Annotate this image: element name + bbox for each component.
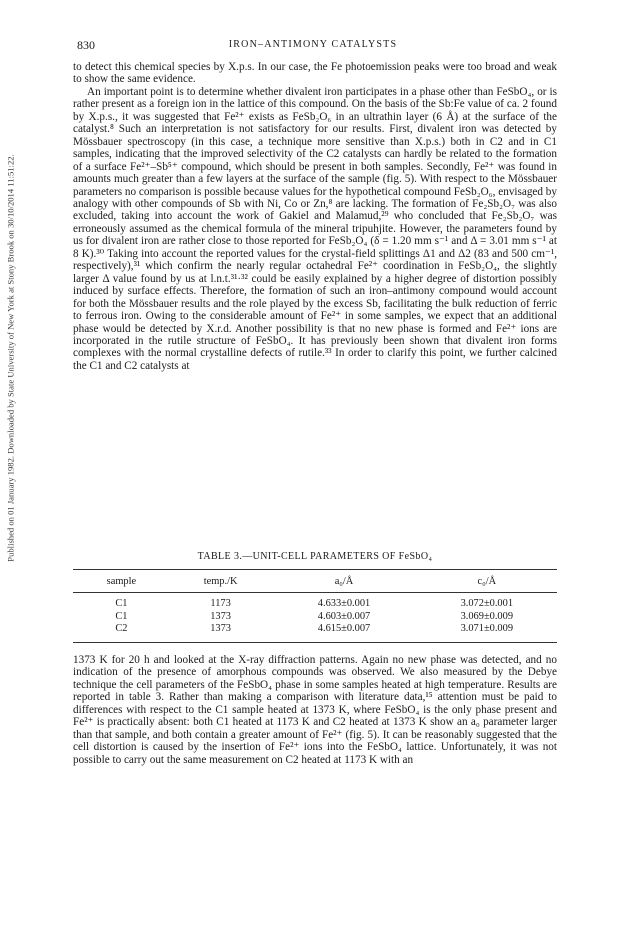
table-row	[73, 593, 557, 611]
column-header-sample: sample	[106, 576, 137, 587]
table-cell: 1373	[210, 610, 231, 622]
column-header-a0: a₀/Å	[334, 576, 354, 587]
table-cell: C1	[115, 598, 128, 609]
table-cell: 4.615±0.007	[317, 623, 371, 635]
table-cell: 4.633±0.001	[317, 598, 371, 609]
download-watermark	[3, 78, 19, 638]
page-number: 830	[77, 38, 95, 52]
table-cell: 3.071±0.009	[460, 623, 514, 635]
paragraph: to detect this chemical species by X.p.s. In our case, the Fe photoemission peaks were too broad and weak to show the same evidence.	[73, 61, 557, 86]
table-cell: C1	[115, 610, 128, 622]
paragraph: An important point is to determine whether divalent iron participates in a phase other than FeSbO₄, or is rather present as a foreign ion in the lattice of this compound. On the basis of the Sb:Fe value of ca. 2 found by X.p.s., it was suggested that Fe²⁺ exists as FeSb₂O₆ in an ultrathin layer (6 Å) at the surface of the catalyst.⁸ Such an interpretation is not satisfactory for our results. First, divalent iron was detected by Mössbauer spectroscopy (in this case, a technique more sensitive than X.p.s.) both in C2 and in C1 samples, indicating that the improved selectivity of the C2 catalysts can hardly be related to the formation of a surface Fe²⁺–Sb⁵⁺ compound, which should be present in both samples. Secondly, Fe²⁺ was found in amounts much greater than a few layers at the surface of the sample (fig. 5). With respect to the Mössbauer parameters no comparison is possible because values for the hypothetical compound FeSb₂O₆, envisaged by analogy with other compounds of Sb with Ni, Co or Zn,⁸ are lacking. The formation of Fe₂Sb₂O₇ was also excluded, taking into account the work of Gakiel and Malamud,²⁹ who concluded that Fe₂Sb₂O₇ was erroneously assumed as the chemical formula of the mineral tripuhjite. However, the parameters found by us for divalent iron are rather close to those reported for FeSb₂O₄ (δ = 1.20 mm s⁻¹ and Δ = 3.01 mm s⁻¹ at 8 K).³⁰ Taking into account the reported values for the crystal-field splittings Δ1 and Δ2 (83 and 500 cm⁻¹, respectively),³¹ which confirm the nearly regular octahedral Fe²⁺ coordination in FeSb₂O₄, the slightly larger Δ value found by us at l.n.t.³¹·³² could be easily explained by a higher degree of distortion possibly induced by surface effects. Therefore, the formation of such an iron–antimony compound would account for both the Mössbauer results and the role played by the excess Sb, facilitating the bulk reduction of ferric to ferrous iron. Owing to the considerable amount of Fe²⁺ in some samples, we expect that an additional phase would be detected by X.r.d. Another possibility is that no new phase is formed and Fe²⁺ ions are incorporated in the rutile structure of FeSbO₄. It has previously been shown that divalent iron forms complexes with the normal crystalline defects of rutile.³³ In order to clarify this point, we further calcined the C1 and C2 catalysts at	[73, 85, 557, 372]
table-cell: 3.072±0.001	[460, 598, 514, 609]
unit-cell-table	[73, 569, 557, 643]
table-cell: 1173	[210, 598, 231, 609]
table-row	[73, 611, 557, 624]
paragraph: 1373 K for 20 h and looked at the X-ray diffraction patterns. Again no new phase was detected, and no indication of the presence of amorphous compounds was observed. We also measured by the Debye technique the cell parameters of the FeSbO₄ phase in some samples heated at high temperature. Results are reported in table 3. Rather than making a comparison with literature data,¹⁵ attention must be paid to differences with respect to the C1 sample heated at 1373 K, where FeSbO₄ is the only phase present and Fe²⁺ is practically absent: both C1 heated at 1173 K and C2 heated at 1373 K show an a₀ parameter larger than that sample, and both contain a greater amount of Fe²⁺ (fig. 5). It can be reasonably suggested that the cell distortion is caused by the insertion of Fe²⁺ ions into the FeSbO₄ lattice. Unfortunately, it was not possible to carry out the same measurement on C2 heated at 1173 K with an	[73, 654, 557, 766]
table-header-row	[73, 570, 557, 593]
table-cell: 3.069±0.009	[460, 610, 514, 622]
download-watermark-text: Published on 01 January 1982. Downloaded by State University of New York at Stony Brook on 30/10/2014 11:51:22.	[6, 154, 17, 562]
column-header-c0: c₀/Å	[477, 576, 497, 587]
table-caption: TABLE 3.—UNIT-CELL PARAMETERS OF FeSbO₄	[197, 551, 433, 562]
table-cell: 1373	[210, 623, 231, 635]
running-title: IRON–ANTIMONY CATALYSTS	[228, 39, 398, 50]
body-text-top	[73, 61, 557, 372]
table-row	[73, 623, 557, 642]
page-header	[73, 38, 553, 54]
table-cell: C2	[115, 623, 128, 635]
column-header-temp: temp./K	[203, 576, 238, 587]
table-cell: 4.603±0.007	[317, 610, 371, 622]
body-text-bottom	[73, 654, 557, 766]
